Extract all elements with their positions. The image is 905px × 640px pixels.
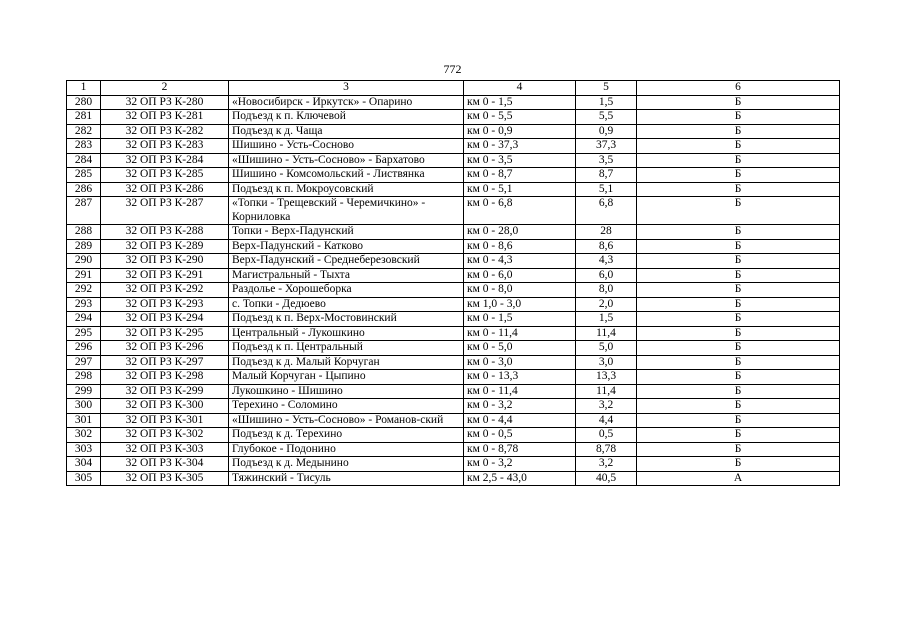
road-id: 32 ОП РЗ К-296 [101, 341, 229, 356]
road-id: 32 ОП РЗ К-300 [101, 399, 229, 414]
road-id: 32 ОП РЗ К-299 [101, 384, 229, 399]
row-number: 286 [67, 182, 101, 197]
km-range: км 0 - 5,5 [464, 110, 576, 125]
road-name: Раздолье - Хорошеборка [229, 283, 464, 298]
column-header: 2 [101, 81, 229, 96]
road-id: 32 ОП РЗ К-303 [101, 442, 229, 457]
km-range: км 1,0 - 3,0 [464, 297, 576, 312]
table-row [67, 428, 840, 443]
table-row [67, 326, 840, 341]
row-number: 282 [67, 124, 101, 139]
road-id: 32 ОП РЗ К-288 [101, 225, 229, 240]
row-number: 297 [67, 355, 101, 370]
page-number: 772 [443, 62, 462, 76]
road-length: 3,2 [576, 399, 637, 414]
road-category: Б [637, 139, 840, 154]
road-length: 5,5 [576, 110, 637, 125]
road-id: 32 ОП РЗ К-302 [101, 428, 229, 443]
road-length: 40,5 [576, 471, 637, 486]
road-id: 32 ОП РЗ К-304 [101, 457, 229, 472]
road-id: 32 ОП РЗ К-293 [101, 297, 229, 312]
table-row [67, 225, 840, 240]
km-range: км 0 - 6,0 [464, 268, 576, 283]
row-number: 300 [67, 399, 101, 414]
table-row [67, 95, 840, 110]
km-range: км 0 - 28,0 [464, 225, 576, 240]
road-name: «Новосибирск - Иркутск» - Опарино [229, 95, 464, 110]
km-range: км 0 - 3,2 [464, 399, 576, 414]
row-number: 291 [67, 268, 101, 283]
km-range: км 2,5 - 43,0 [464, 471, 576, 486]
road-length: 8,0 [576, 283, 637, 298]
road-length: 4,4 [576, 413, 637, 428]
km-range: км 0 - 8,7 [464, 168, 576, 183]
km-range: км 0 - 4,4 [464, 413, 576, 428]
road-length: 5,1 [576, 182, 637, 197]
road-id: 32 ОП РЗ К-295 [101, 326, 229, 341]
road-id: 32 ОП РЗ К-289 [101, 239, 229, 254]
table-row [67, 268, 840, 283]
table-row [67, 413, 840, 428]
row-number: 287 [67, 197, 101, 225]
road-length: 8,78 [576, 442, 637, 457]
table-row [67, 182, 840, 197]
road-category: А [637, 471, 840, 486]
table-row [67, 168, 840, 183]
km-range: км 0 - 3,5 [464, 153, 576, 168]
road-category: Б [637, 110, 840, 125]
road-id: 32 ОП РЗ К-294 [101, 312, 229, 327]
row-number: 284 [67, 153, 101, 168]
table-row [67, 442, 840, 457]
road-id: 32 ОП РЗ К-281 [101, 110, 229, 125]
roads-table [66, 80, 840, 486]
road-length: 6,0 [576, 268, 637, 283]
km-range: км 0 - 8,6 [464, 239, 576, 254]
road-category: Б [637, 297, 840, 312]
road-length: 11,4 [576, 384, 637, 399]
row-number: 290 [67, 254, 101, 269]
road-name: с. Топки - Дедюево [229, 297, 464, 312]
row-number: 289 [67, 239, 101, 254]
road-length: 4,3 [576, 254, 637, 269]
road-name: Подъезд к п. Мокроусовский [229, 182, 464, 197]
road-category: Б [637, 399, 840, 414]
km-range: км 0 - 13,3 [464, 370, 576, 385]
road-id: 32 ОП РЗ К-290 [101, 254, 229, 269]
road-length: 13,3 [576, 370, 637, 385]
km-range: км 0 - 8,78 [464, 442, 576, 457]
table-row [67, 239, 840, 254]
row-number: 302 [67, 428, 101, 443]
road-category: Б [637, 384, 840, 399]
road-name: «Шишино - Усть-Сосново» - Бархатово [229, 153, 464, 168]
road-name: Глубокое - Подонино [229, 442, 464, 457]
row-number: 298 [67, 370, 101, 385]
km-range: км 0 - 1,5 [464, 95, 576, 110]
row-number: 305 [67, 471, 101, 486]
road-category: Б [637, 197, 840, 225]
road-id: 32 ОП РЗ К-297 [101, 355, 229, 370]
table-row [67, 312, 840, 327]
road-category: Б [637, 428, 840, 443]
road-length: 3,0 [576, 355, 637, 370]
road-id: 32 ОП РЗ К-292 [101, 283, 229, 298]
km-range: км 0 - 0,5 [464, 428, 576, 443]
row-number: 301 [67, 413, 101, 428]
road-category: Б [637, 442, 840, 457]
row-number: 299 [67, 384, 101, 399]
road-length: 11,4 [576, 326, 637, 341]
km-range: км 0 - 3,0 [464, 355, 576, 370]
road-name: Подъезд к п. Верх-Мостовинский [229, 312, 464, 327]
road-category: Б [637, 370, 840, 385]
road-category: Б [637, 153, 840, 168]
road-name: Магистральный - Тыхта [229, 268, 464, 283]
road-category: Б [637, 355, 840, 370]
table-row [67, 124, 840, 139]
road-length: 1,5 [576, 95, 637, 110]
column-header: 1 [67, 81, 101, 96]
road-name: Шишино - Усть-Сосново [229, 139, 464, 154]
road-length: 5,0 [576, 341, 637, 356]
row-number: 296 [67, 341, 101, 356]
road-id: 32 ОП РЗ К-291 [101, 268, 229, 283]
road-name: Шишино - Комсомольский - Листвянка [229, 168, 464, 183]
km-range: км 0 - 37,3 [464, 139, 576, 154]
table-row [67, 153, 840, 168]
column-header: 5 [576, 81, 637, 96]
row-number: 288 [67, 225, 101, 240]
row-number: 281 [67, 110, 101, 125]
table-row [67, 283, 840, 298]
table-row [67, 355, 840, 370]
road-name: Верх-Падунский - Среднеберезовский [229, 254, 464, 269]
road-length: 0,5 [576, 428, 637, 443]
road-length: 28 [576, 225, 637, 240]
row-number: 292 [67, 283, 101, 298]
road-length: 1,5 [576, 312, 637, 327]
row-number: 283 [67, 139, 101, 154]
km-range: км 0 - 8,0 [464, 283, 576, 298]
km-range: км 0 - 1,5 [464, 312, 576, 327]
road-id: 32 ОП РЗ К-286 [101, 182, 229, 197]
road-length: 2,0 [576, 297, 637, 312]
table-row [67, 254, 840, 269]
km-range: км 0 - 11,4 [464, 384, 576, 399]
road-name: Тяжинский - Тисуль [229, 471, 464, 486]
road-id: 32 ОП РЗ К-283 [101, 139, 229, 154]
road-name: «Топки - Трещевский - Черемичкино» - Корниловка [229, 197, 464, 225]
road-id: 32 ОП РЗ К-285 [101, 168, 229, 183]
road-id: 32 ОП РЗ К-298 [101, 370, 229, 385]
road-name: Подъезд к д. Малый Корчуган [229, 355, 464, 370]
road-name: Подъезд к п. Центральный [229, 341, 464, 356]
column-header: 3 [229, 81, 464, 96]
road-category: Б [637, 182, 840, 197]
table-header-row [67, 81, 840, 96]
road-name: Подъезд к д. Терехино [229, 428, 464, 443]
road-id: 32 ОП РЗ К-287 [101, 197, 229, 225]
km-range: км 0 - 11,4 [464, 326, 576, 341]
road-category: Б [637, 268, 840, 283]
road-name: «Шишино - Усть-Сосново» - Романов-ский [229, 413, 464, 428]
road-length: 3,5 [576, 153, 637, 168]
road-category: Б [637, 312, 840, 327]
road-name: Подъезд к п. Ключевой [229, 110, 464, 125]
row-number: 304 [67, 457, 101, 472]
road-category: Б [637, 124, 840, 139]
road-category: Б [637, 254, 840, 269]
road-length: 6,8 [576, 197, 637, 225]
road-name: Малый Корчуган - Цыпино [229, 370, 464, 385]
road-length: 37,3 [576, 139, 637, 154]
road-id: 32 ОП РЗ К-282 [101, 124, 229, 139]
road-name: Топки - Верх-Падунский [229, 225, 464, 240]
road-name: Лукошкино - Шишино [229, 384, 464, 399]
road-length: 0,9 [576, 124, 637, 139]
road-category: Б [637, 283, 840, 298]
table-row [67, 457, 840, 472]
column-header: 4 [464, 81, 576, 96]
road-category: Б [637, 457, 840, 472]
column-header: 6 [637, 81, 840, 96]
table-row [67, 341, 840, 356]
road-name: Центральный - Лукошкино [229, 326, 464, 341]
table-row [67, 197, 840, 225]
road-length: 8,7 [576, 168, 637, 183]
km-range: км 0 - 3,2 [464, 457, 576, 472]
table-row [67, 370, 840, 385]
row-number: 303 [67, 442, 101, 457]
road-name: Подъезд к д. Медынино [229, 457, 464, 472]
road-category: Б [637, 95, 840, 110]
road-category: Б [637, 225, 840, 240]
road-name: Верх-Падунский - Катково [229, 239, 464, 254]
table-row [67, 399, 840, 414]
row-number: 295 [67, 326, 101, 341]
road-category: Б [637, 413, 840, 428]
road-category: Б [637, 341, 840, 356]
road-id: 32 ОП РЗ К-280 [101, 95, 229, 110]
road-category: Б [637, 326, 840, 341]
row-number: 293 [67, 297, 101, 312]
road-id: 32 ОП РЗ К-305 [101, 471, 229, 486]
table-row [67, 384, 840, 399]
row-number: 285 [67, 168, 101, 183]
table-row [67, 110, 840, 125]
road-name: Подъезд к д. Чаща [229, 124, 464, 139]
road-name: Терехино - Соломино [229, 399, 464, 414]
row-number: 294 [67, 312, 101, 327]
km-range: км 0 - 4,3 [464, 254, 576, 269]
table-row [67, 297, 840, 312]
road-length: 8,6 [576, 239, 637, 254]
road-id: 32 ОП РЗ К-301 [101, 413, 229, 428]
road-id: 32 ОП РЗ К-284 [101, 153, 229, 168]
km-range: км 0 - 0,9 [464, 124, 576, 139]
km-range: км 0 - 6,8 [464, 197, 576, 225]
row-number: 280 [67, 95, 101, 110]
table-row [67, 139, 840, 154]
road-category: Б [637, 239, 840, 254]
road-length: 3,2 [576, 457, 637, 472]
road-category: Б [637, 168, 840, 183]
table-row [67, 471, 840, 486]
km-range: км 0 - 5,1 [464, 182, 576, 197]
km-range: км 0 - 5,0 [464, 341, 576, 356]
